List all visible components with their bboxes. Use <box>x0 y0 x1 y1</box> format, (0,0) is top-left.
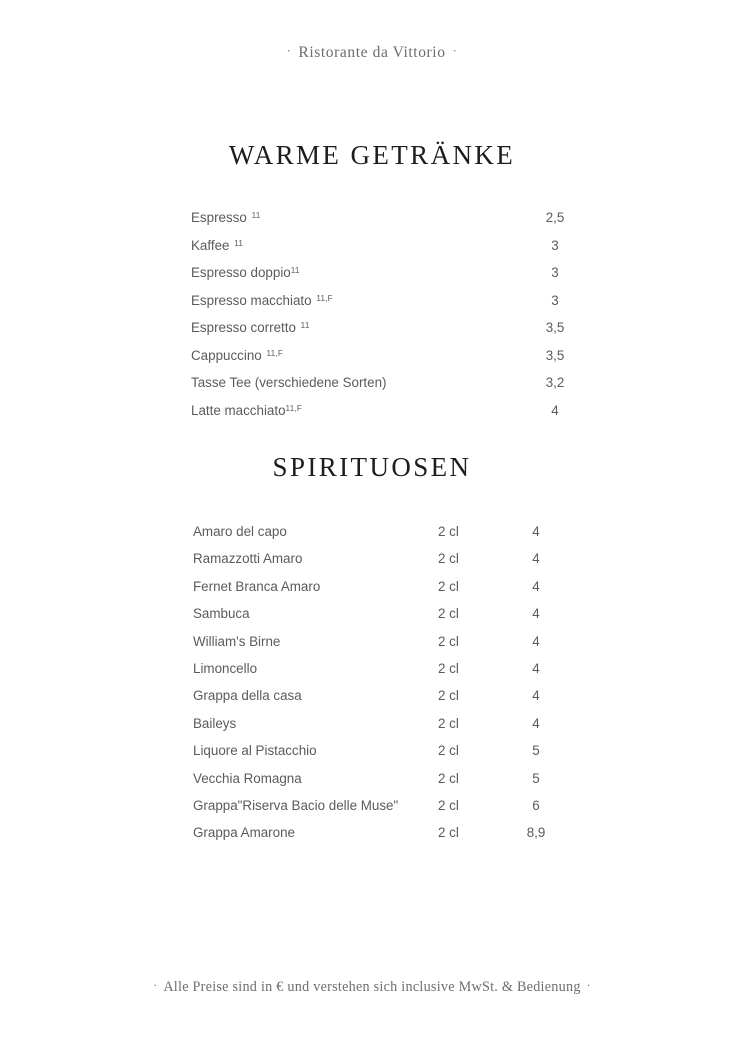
menu-item-price: 2,5 <box>545 210 565 225</box>
menu-item-row <box>191 239 744 267</box>
section-title-warme-getraenke: WARME GETRÄNKE <box>228 140 516 170</box>
menu-item-row <box>193 826 744 853</box>
menu-item-name: Amaro del capo <box>193 524 287 539</box>
menu-item-price: 4 <box>532 578 540 594</box>
menu-item-name: Espresso macchiato $^{11,F}$ <box>191 292 333 308</box>
menu-item-row <box>193 525 744 552</box>
footer-ornament-left: · <box>153 978 158 992</box>
menu-item-price: 3,2 <box>545 375 565 390</box>
menu-item-volume: 2 cl <box>438 633 459 649</box>
menu-item-volume: 2 cl <box>438 578 459 594</box>
menu-item-row <box>191 211 744 239</box>
allergen-superscript: 11 <box>300 321 310 330</box>
menu-item-row <box>193 717 744 744</box>
menu-item-row <box>191 349 744 377</box>
menu-item-volume: 2 cl <box>438 715 459 731</box>
running-header <box>0 43 744 62</box>
menu-item-name: Kaffee $^{11}$ <box>191 237 244 253</box>
menu-item-price: 8,9 <box>526 825 546 841</box>
menu-item-price: 3 <box>551 237 559 253</box>
menu-item-name: Espresso $^{11}$ <box>191 210 261 225</box>
warm-drinks-list <box>0 211 744 431</box>
menu-item-name: Grappa della casa <box>193 688 302 704</box>
menu-item-volume: 2 cl <box>438 660 459 676</box>
ornament-dot-right: · <box>452 43 458 58</box>
menu-item-row <box>193 552 744 579</box>
menu-item-name: Latte macchiato$^{11,F}$ <box>191 402 303 418</box>
menu-item-row <box>193 635 744 662</box>
menu-item-row <box>191 321 744 349</box>
menu-item-price: 4 <box>532 633 540 649</box>
section-spirituosen <box>0 452 744 854</box>
allergen-superscript: 11,F <box>316 293 333 303</box>
ornament-dot-left: · <box>286 43 292 58</box>
allergen-superscript: 11 <box>290 266 300 275</box>
menu-item-row <box>193 799 744 826</box>
menu-item-price: 4 <box>532 660 540 676</box>
menu-item-price: 4 <box>532 688 540 704</box>
menu-item-volume: 2 cl <box>438 825 459 841</box>
menu-item-row <box>191 376 744 404</box>
menu-item-price: 5 <box>532 743 540 759</box>
menu-item-volume: 2 cl <box>438 606 459 622</box>
menu-item-row <box>191 404 744 432</box>
menu-item-name: Vecchia Romagna <box>193 770 302 786</box>
menu-item-name: Grappa Amarone <box>193 825 295 841</box>
restaurant-name: Ristorante da Vittorio <box>298 44 446 61</box>
spirits-list <box>0 525 744 854</box>
menu-item-name: Cappuccino $^{11,F}$ <box>191 347 284 363</box>
menu-item-name: Limoncello <box>193 660 258 676</box>
section-title-spirituosen: SPIRITUOSEN <box>272 452 472 482</box>
allergen-superscript: 11,F <box>266 348 284 358</box>
footer-ornament-right: · <box>586 978 591 992</box>
menu-item-name: Espresso doppio$^{11}$ <box>191 265 300 280</box>
menu-item-row <box>191 266 744 294</box>
menu-item-price: 5 <box>532 770 540 786</box>
allergen-superscript: 11 <box>251 211 261 220</box>
menu-item-name: Fernet Branca Amaro <box>193 578 321 594</box>
menu-item-price: 4 <box>532 524 540 539</box>
menu-item-price: 4 <box>532 715 540 731</box>
menu-item-volume: 2 cl <box>438 551 459 567</box>
menu-item-row <box>193 744 744 771</box>
menu-item-name: Ramazzotti Amaro <box>193 551 303 567</box>
menu-item-price: 4 <box>532 606 540 622</box>
menu-item-volume: 2 cl <box>438 770 459 786</box>
menu-item-price: 3,5 <box>545 320 565 335</box>
menu-item-volume: 2 cl <box>438 524 459 539</box>
menu-item-price: 4 <box>532 551 540 567</box>
menu-item-price: 3,5 <box>545 347 565 363</box>
footer-note-text: Alle Preise sind in € und verstehen sich inclusive MwSt. & Bedienung <box>163 979 581 995</box>
menu-item-price: 6 <box>532 797 540 813</box>
menu-item-price: 3 <box>551 265 559 280</box>
allergen-superscript: 11,F <box>285 403 303 413</box>
menu-item-name: William's Birne <box>193 633 281 649</box>
menu-item-price: 4 <box>551 402 559 418</box>
menu-item-volume: 2 cl <box>438 797 459 813</box>
menu-item-name: Sambuca <box>193 606 250 622</box>
menu-item-volume: 2 cl <box>438 688 459 704</box>
menu-item-name: Tasse Tee (verschiedene Sorten) <box>191 375 387 390</box>
menu-item-name: Espresso corretto $^{11}$ <box>191 320 310 335</box>
menu-item-volume: 2 cl <box>438 743 459 759</box>
allergen-superscript: 11 <box>234 238 244 248</box>
menu-item-row <box>193 580 744 607</box>
menu-item-row <box>193 662 744 689</box>
menu-item-row <box>193 607 744 634</box>
footer-price-note <box>0 978 744 996</box>
menu-item-row <box>193 689 744 716</box>
menu-item-row <box>191 294 744 322</box>
menu-item-price: 3 <box>551 292 559 308</box>
menu-item-row <box>193 772 744 799</box>
menu-item-name: Liquore al Pistacchio <box>193 743 317 759</box>
section-warme-getraenke <box>0 140 744 431</box>
menu-item-name: Grappa"Riserva Bacio delle Muse" <box>193 797 399 813</box>
menu-item-name: Baileys <box>193 715 237 731</box>
